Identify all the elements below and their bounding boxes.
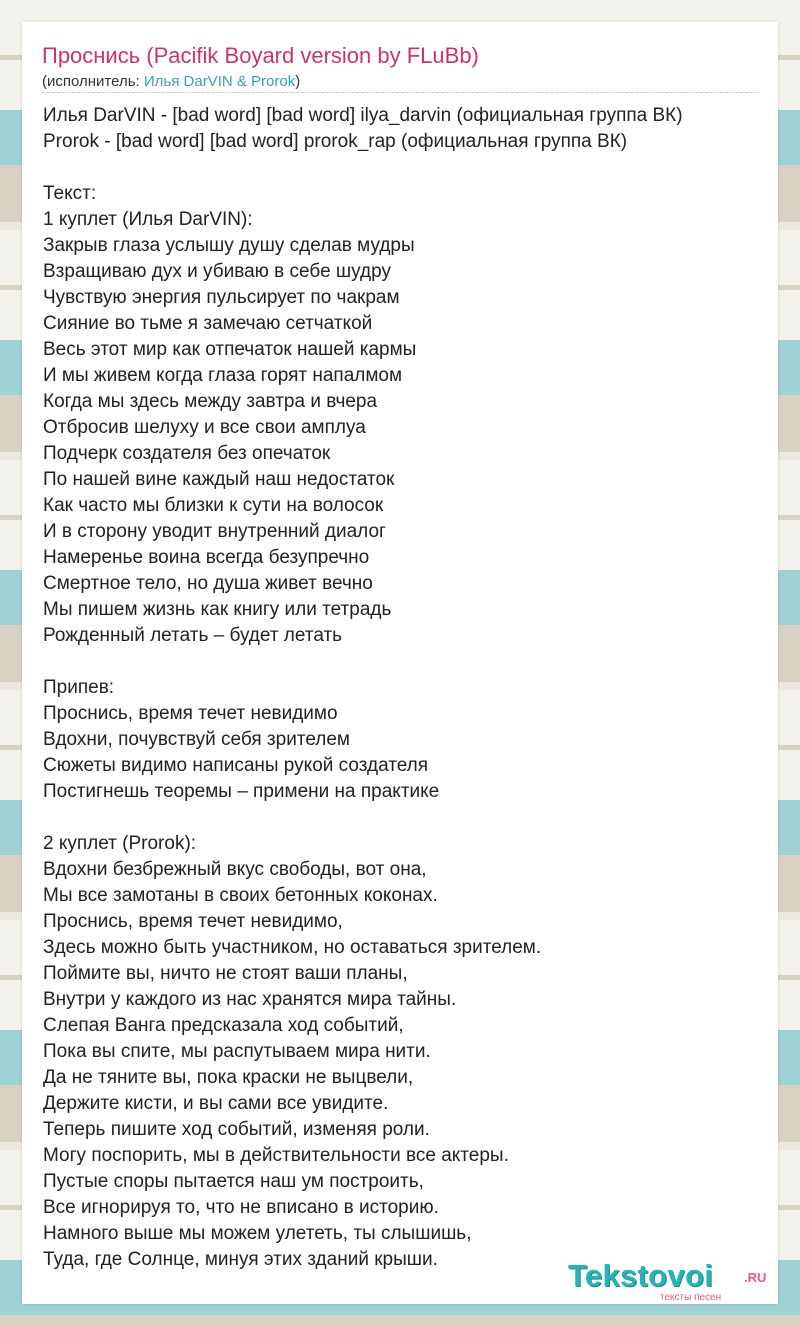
lyrics-line: Подчерк создателя без опечаток [43,443,331,464]
lyrics-line: Да не тяните вы, пока краски не выцвели, [43,1067,414,1088]
lyrics-line: Постигнешь теоремы – примени на практике [43,781,440,802]
artist-link[interactable]: Илья DarVIN & Prorok [143,73,296,90]
artist-suffix: ) [295,73,301,90]
logo-tld: .RU [744,1270,767,1285]
lyrics-line: Взращиваю дух и убиваю в себе шудру [43,261,391,282]
lyrics-line: Внутри у каждого из нас хранятся мира тайны. [43,989,457,1010]
lyrics-blank-line [43,155,763,181]
lyrics-line: Текст: [43,183,97,204]
lyrics-line: Илья DarVIN - [bad word] [bad word] ilya_darvin (официальная группа ВК) [43,105,683,126]
lyrics-line: Проснись, время течет невидимо [43,703,338,724]
lyrics-line: Туда, где Солнце, минуя этих зданий крыши. [43,1249,438,1270]
lyrics-line: Закрыв глаза услышу душу сделав мудры [43,235,415,256]
lyrics-line: Держите кисти, и вы сами все увидите. [43,1093,389,1114]
lyrics-line: Сюжеты видимо написаны рукой создателя [43,755,429,776]
lyrics-line: Prorok - [bad word] [bad word] prorok_rap (официальная группа ВК) [43,131,628,152]
lyrics-line: Намного выше мы можем улететь, ты слышишь, [43,1223,472,1244]
lyrics-line: Как часто мы близки к сути на волосок [43,495,384,516]
lyrics-line: Чувствую энергия пульсирует по чакрам [43,287,400,308]
lyrics-line: Припев: [43,677,115,698]
lyrics-line: 1 куплет (Илья DarVIN): [43,209,253,230]
lyrics-line: И мы живем когда глаза горят напалмом [43,365,403,386]
lyrics-line: Пустые споры пытается наш ум построить, [43,1171,424,1192]
lyrics-line: Смертное тело, но душа живет вечно [43,573,373,594]
lyrics-line: Проснись, время течет невидимо, [43,911,343,932]
song-title: Проснись (Pacifik Boyard version by FLuBb) [42,43,479,68]
lyrics-line: И в сторону уводит внутренний диалог [43,521,386,542]
lyrics-line: Отбросив шелуху и все свои амплуа [43,417,366,438]
title-divider [42,92,758,93]
lyrics-line: По нашей вине каждый наш недостаток [43,469,395,490]
lyrics-line: Слепая Ванга предсказала ход событий, [43,1015,404,1036]
lyrics-line: Пока вы спите, мы распутываем мира нити. [43,1041,431,1062]
lyrics-line: Когда мы здесь между завтра и вчера [43,391,378,412]
artist-prefix: (исполнитель: [42,73,144,90]
lyrics-line: Могу поспорить, мы в действительности все актеры. [43,1145,509,1166]
tekstovoi-logo[interactable] [568,1258,778,1302]
lyrics-line: Вдохни, почувствуй себя зрителем [43,729,350,750]
lyrics-line: Теперь пишите ход событий, изменяя роли. [43,1119,430,1140]
lyrics-line: Мы пишем жизнь как книгу или тетрадь [43,599,392,620]
lyrics-line: Все игнорируя то, что не вписано в историю. [43,1197,439,1218]
logo-name: Tekstovoi [568,1258,714,1293]
lyrics-line: Весь этот мир как отпечаток нашей кармы [43,339,417,360]
lyrics-line: Поймите вы, ничто не стоят ваши планы, [43,963,408,984]
lyrics-blank-line [43,649,763,675]
logo-tagline: тексты песен [660,1292,722,1303]
artist-line [42,73,300,90]
lyrics-text [43,103,763,1273]
lyrics-line: 2 куплет (Prorok): [43,833,197,854]
lyrics-line: Вдохни безбрежный вкус свободы, вот она, [43,859,427,880]
lyrics-blank-line [43,805,763,831]
lyrics-line: Мы все замотаны в своих бетонных коконах. [43,885,438,906]
lyrics-line: Намеренье воина всегда безупречно [43,547,370,568]
lyrics-line: Сияние во тьме я замечаю сетчаткой [43,313,373,334]
lyrics-line: Здесь можно быть участником, но оставаться зрителем. [43,937,542,958]
lyrics-line: Рожденный летать – будет летать [43,625,343,646]
lyrics-card [22,22,778,1304]
